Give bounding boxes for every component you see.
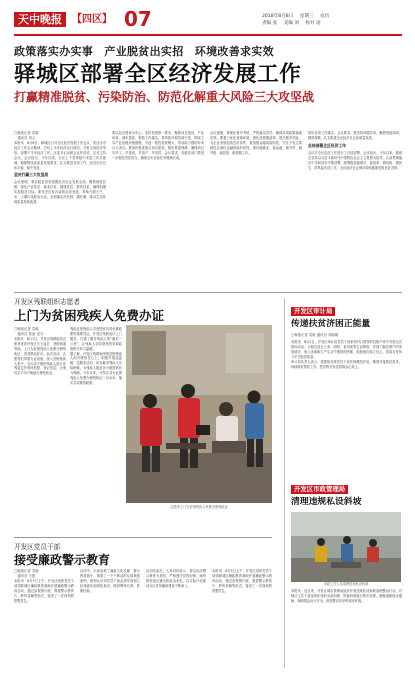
story4-byline: □晚报记者 袁敏 通讯员 刘丽娜 [291,333,339,337]
newspaper-logo: 天中晚报 [14,12,66,27]
right-column [284,298,402,668]
story4-tag: 开发区审计局 [291,307,335,316]
story3-byline-2: 通讯员 王艳 [14,574,36,578]
volunteer-photo-image [126,325,272,503]
lead-paragraph: 抓好各项工作落实，会议要求，要坚持问题导向，聚焦短板弱项，精准施策，扎实推进全区经济社会高质量发展。 [308,131,402,140]
story2-title: 上门为贫困残疾人免费办证 [14,308,165,323]
editor-credit: 责编 张 [262,21,278,26]
section-divider [14,292,402,293]
story2-col-1 [14,327,66,532]
story-disabled-certificates [14,298,272,534]
story2-byline-2: 通讯员 张丽 见习 [14,332,44,336]
top-rule [14,34,402,36]
lead-story-header [14,44,402,106]
lead-paragraph: 本报讯 8月6日，驿城区召开全区经济发展工作会议，传达全市经济工作会议精神，总结上半年经济运行情况，分析当前经济形势，部署下半年经济工作。区委书记出席会议并讲话，区长主持会议。会议指出，今年以来，全区上下坚持稳中求进工作总基调，紧紧围绕高质量发展要求，扎实推进各项工作，经济运行总体平稳、稳中有进。 [14,141,106,170]
proof-credit: 校对 庞 [305,21,321,26]
lead-paragraph: 会议对全区经济工作进行了总结部署，会议指出，今年以来，驿城区坚持以习近平新时代中国特色社会主义思想为指导，认真贯彻落实中央和省市决策部署，统筹推进稳增长、促改革、调结构、惠民生、防风险各项工作，全区经济社会保持持续健康发展良好态势。 [308,150,402,170]
story3-col-1 [14,569,74,669]
story2-paragraph: 残疾证是残疾人享受国家各项优惠政策的重要凭证。开发区残联此次上门服务，打通了服务残疾人的“最后一公里”，让残疾人切实感受到党和政府的关怀与温暖。 [70,327,122,351]
photo-caption: 志愿者上门为贫困残疾人免费办理残疾证 [170,505,228,509]
lead-col-1 [14,131,106,289]
design-credit: 美编 刘 [283,21,299,26]
lead-kicker: 政策落实办实事 产业脱贫出实招 环境改善求实效 [14,45,274,58]
story3-kicker: 开发区党员干部 [14,543,61,551]
lead-section-heading: 坚决打赢三大攻坚战 [14,172,49,178]
lead-subhead: 打赢精准脱贫、污染防治、防范化解重大风险三大攻坚战 [14,90,315,104]
lead-paragraph: 会议强调，要强化督导考核，严格落实责任，确保各项政策落地见效。要着力优化营商环境，深化放管服改革，提升服务效能，为企业发展创造良好条件。要加强金融风险防控，守住不发生系统性区域性金融风险的底线，做好稳就业、稳金融、稳外贸、稳外资、稳投资、稳预期工作。 [210,131,302,155]
page-number: 07 [124,7,152,31]
volunteer-photo [126,325,272,503]
cleanup-photo [291,512,401,582]
lunar: 农历 [320,14,330,19]
lead-col-3 [210,131,302,289]
lead-col-2 [112,131,204,289]
lead-paragraph: 会议强调，要以脱贫攻坚统揽经济社会发展全局，聚焦深度贫困，强化产业扶贫、就业扶贫、健康扶贫、教育扶贫，确保如期实现脱贫目标。要坚决打好污染防治攻坚战，持续开展大气、水、土壤污染防治行动，全面落实河长制、湖长制，推动生态环境质量持续改善。 [14,180,106,205]
lead-byline: □晚报记者 袁敏 [14,131,39,135]
lead-byline-2: 通讯员 刘云 [14,136,36,140]
lead-paragraph: 要以经济建设为中心，坚持发展第一要务，聚焦项目建设、产业培育、城市提质，狠抓工作落实。要持续开展招商引资，围绕主导产业延链补链强链，引进一批投资规模大、带动能力强的好项目大项目。要加快推进重点项目建设，强化要素保障，确保项目早开工、早建成、早投产、早见效。会议要求，各级各部门要进一步强化责任担当，确保全年目标任务圆满完成。 [112,131,204,160]
weekday: 星期三 [299,14,314,19]
story2-col-2 [70,327,122,532]
story3-paragraph: 本报讯 8月3日上午，开发区组织党员干部到驿城区廉政教育基地开展廉政警示教育活动，通过参观图片展、观看警示教育片、聆听讲解等形式，接受了一次深刻的思想洗礼。 [212,569,272,593]
story4-title: 传递扶贫济困正能量 [291,319,371,329]
story2-byline: □晚报记者 袁敏 [14,327,39,331]
masthead [0,0,415,42]
story4-paragraph: 本报讯 8月2日，开发区审计局党员干部来到对口帮扶的贫困户家中开展走访慰问活动，为他们送去大米、面粉、食用油等生活物资，详细了解贫困户的家庭情况、收入来源和生产生活中遇到的困难，鼓励他们树立信心，依靠自身努力早日脱贫致富。 [291,340,402,359]
story5-tag: 开发区市政管理局 [291,485,348,494]
date-block [262,13,334,27]
story3-paragraph: 本报讯 8月3日上午，开发区组织党员干部到驿城区廉政教育基地开展廉政警示教育活动，通过参观图片展、观看警示教育片、聆听讲解等形式，接受了一次深刻的思想洗礼。 [14,579,74,603]
story-audit-bureau [291,298,402,470]
story-municipal-bureau [291,476,402,666]
lead-col-4 [308,131,402,289]
story3-col-2 [80,569,140,669]
story5-paragraph: 本报讯 连日来，开发区城市管理局组织开展违规私设斜坡清理整治行动，对辖区主次干道违规私设的水泥斜坡、铁板斜坡进行集中清理，确保道路排水通畅，保障群众出行安全，营造整洁有序的城市环境。 [291,589,402,603]
story2-paragraph: 本报讯 8月7日，开发区残联组织志愿者来到开发区关王庙乡、老街街道等地，上门为贫困残疾人免费办理残疾证，受到群众好评。此次活动，志愿者们带着专业设备，深入贫困残疾人家中，为行动不便的残疾人进行评残鉴定并现场拍照、登记信息，让他们足不出户就能办理残疾证。 [14,337,66,376]
cleanup-photo-caption: 市政工作人员清理违规私设斜坡 [323,582,369,586]
lead-section-heading: 总结部署全区经济工作 [308,142,346,148]
story3-paragraph: 活动中，大家参观了廉政文化长廊、警示教育展厅，观看了一个个鲜活的反面典型案例，深刻认识到党员干部必须牢固树立纪律意识和规矩意识，做到警钟长鸣、防微杜渐。 [80,569,140,593]
cleanup-photo-image [291,512,401,582]
section-name: 【四区】 [72,14,112,25]
story5-title: 清理违规私设斜坡 [291,497,362,507]
story-anticorruption-education [14,537,272,671]
lead-headline: 驿城区部署全区经济发展工作 [14,62,302,87]
lead-story-body [14,131,402,289]
story3-title: 接受廉政警示教育 [14,553,111,567]
story3-col-3 [146,569,206,669]
story2-kicker: 开发区残联组织志愿者 [14,298,80,306]
date: 2018年8月8日 [262,14,294,19]
story3-col-4 [212,569,272,669]
story3-paragraph: 活动结束后，大家纷纷表示，要以此次警示教育为契机，严格遵守党的纪律，始终保持清正廉洁的政治本色，以实际行动推动全区党风廉政建设不断深入。 [146,569,206,588]
story3-byline: □晚报记者 袁敏 [14,569,39,573]
story2-paragraph: 据了解，开发区残联始终把贫困残疾人的冷暖放在心上，积极开展送温暖、送服务活动，切实解决残疾人实际困难，为残疾人脱贫奔小康提供有力保障。今年以来，开发区共为贫困残疾人免费办理残疾证二百余本，落实各项惠残政策。 [70,351,122,385]
story4-paragraph: 审计局负责人表示，将继续发挥党员干部先锋模范作用，精准对接帮扶需求，持续做好帮扶工作，把党的关怀送到群众心坎上。 [291,359,402,369]
